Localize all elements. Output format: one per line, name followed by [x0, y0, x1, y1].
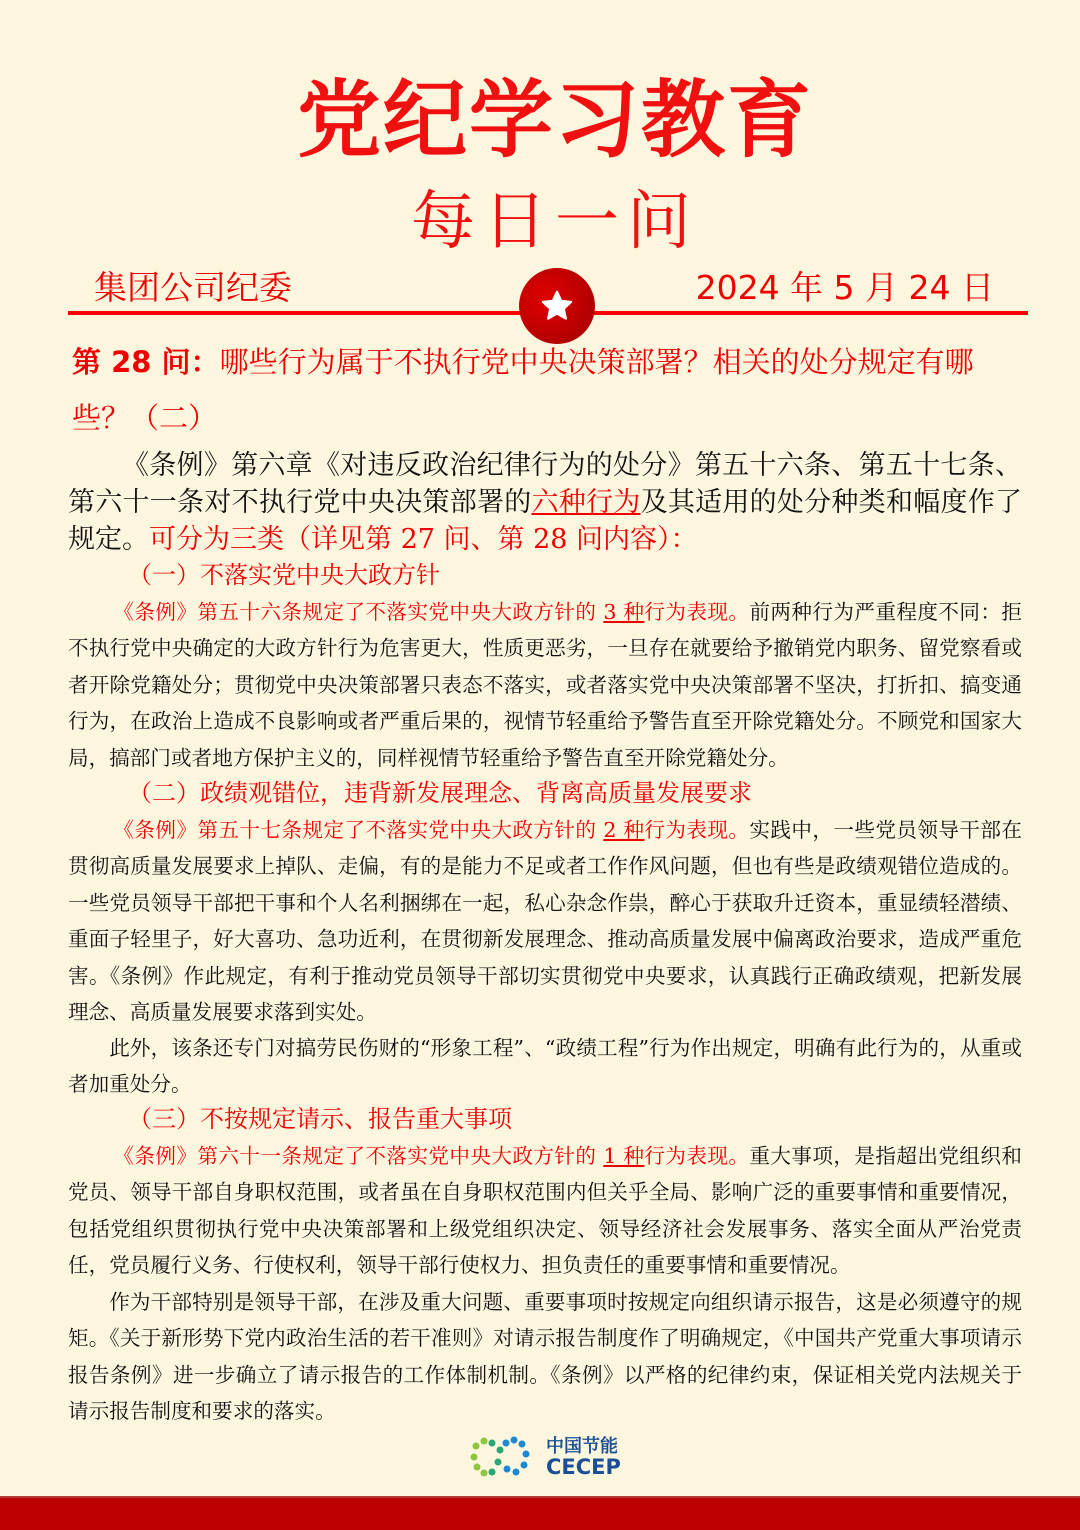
star-icon: [539, 288, 575, 324]
poster-subtitle: 每日一问: [411, 185, 699, 259]
question-number: 第 28 问：: [72, 345, 220, 379]
section-text: 重大事项，是指超出党组织和党员、领导干部自身职权范围，或者虽在自身职权范围内但关乎全局、影响广泛的重要事情和重要情况，包括党组织贯彻执行党中央决策部署和上级党组织决定、领导经济社会发展事务、落实全面从严治党责任，党员履行义务、行使权利，领导干部行使权力、担负责任的重要事情和重要情况。: [68, 1144, 1023, 1278]
date: 2024 年 5 月 24 日: [695, 268, 994, 307]
count-highlight: 1 种: [603, 1144, 645, 1168]
star-badge: [519, 268, 595, 344]
intro-paragraph: [68, 447, 1022, 558]
section-paragraph-3: [68, 1138, 1022, 1284]
logo-cn: 中国节能: [546, 1436, 618, 1457]
article-ref-end: 行为表现。: [644, 818, 750, 842]
section-paragraph-1: [68, 594, 1022, 776]
section-heading-2: （二）政绩观错位，违背新发展理念、背离高质量发展要求: [128, 779, 752, 807]
count-highlight: 2 种: [603, 818, 645, 842]
article-ref-end: 行为表现。: [644, 1144, 750, 1168]
section-text: 前两种行为严重程度不同：拒不执行党中央确定的大政方针行为危害更大，性质更恶劣，一旦存在就要给予撤销党内职务、留党察看或者开除党籍处分；贯彻党中央决策部署只表态不落实，或者落实党中央决策部署不坚决，打折扣、搞变通行为，在政治上造成不良影响或者严重后果的，视情节轻重给予警告直至开除党籍处分。不顾党和国家大局，搞部门或者地方保护主义的，同样视情节轻重给予警告直至开除党籍处分。: [68, 600, 1023, 770]
footer-bar: [0, 1496, 1080, 1530]
count-highlight: 3 种: [603, 600, 645, 624]
intro-text-2: 及其适用的处分种类和幅度作了规定。: [68, 487, 1023, 555]
section-heading-1: （一）不落实党中央大政方针: [128, 561, 440, 589]
question-title: [72, 334, 1022, 446]
section-heading-3: （三）不按规定请示、报告重大事项: [128, 1105, 512, 1133]
logo-en: CECEP: [546, 1455, 621, 1479]
article-ref-end: 行为表现。: [644, 600, 750, 624]
intro-categories: 可分为三类（详见第 27 问、第 28 问内容）：: [149, 524, 698, 555]
section-text: 实践中，一些党员领导干部在贯彻高质量发展要求上掉队、走偏，有的是能力不足或者工作作风问题，但也有些是政绩观错位造成的。一些党员领导干部把干事和个人名利捆绑在一起，私心杂念作祟，醉心于获取升迁资本，重显绩轻潜绩、重面子轻里子，好大喜功、急功近利，在贯彻新发展理念、推动高质量发展中偏离政治要求，造成严重危害。《条例》作此规定，有利于推动党员领导干部切实贯彻党中央要求，认真践行正确政绩观，把新发展理念、高质量发展要求落到实处。: [68, 818, 1023, 1025]
article-ref: 《条例》第六十一条规定了不落实党中央大政方针的: [113, 1144, 604, 1168]
question-text: 哪些行为属于不执行党中央决策部署？相关的处分规定有哪些？（二）: [72, 345, 974, 435]
intro-text: 《条例》第六章《对违反政治纪律行为的处分》第五十六条、第五十七条、第六十一条对不执行党中央决策部署的: [68, 450, 1022, 518]
dots-ring-icon: [470, 1436, 538, 1478]
intro-highlight: 六种行为: [531, 487, 641, 518]
article-ref: 《条例》第五十六条规定了不落实党中央大政方针的: [113, 600, 604, 624]
section-extra-2: 此外，该条还专门对搞劳民伤财的“形象工程”、“政绩工程”行为作出规定，明确有此行为的，从重或者加重处分。: [68, 1036, 1022, 1097]
organization: 集团公司纪委: [94, 268, 292, 307]
cecep-logo: [470, 1436, 621, 1478]
poster-title: 党纪学习教育: [296, 71, 813, 169]
section-paragraph-2: [68, 812, 1022, 1030]
article-ref: 《条例》第五十七条规定了不落实党中央大政方针的: [113, 818, 604, 842]
section-extra-3: 作为干部特别是领导干部，在涉及重大问题、重要事项时按规定向组织请示报告，这是必须遵守的规矩。《关于新形势下党内政治生活的若干准则》对请示报告制度作了明确规定，《中国共产党重大事项请示报告条例》进一步确立了请示报告的工作体制机制。《条例》以严格的纪律约束，保证相关党内法规关于请示报告制度和要求的落实。: [68, 1290, 1022, 1424]
